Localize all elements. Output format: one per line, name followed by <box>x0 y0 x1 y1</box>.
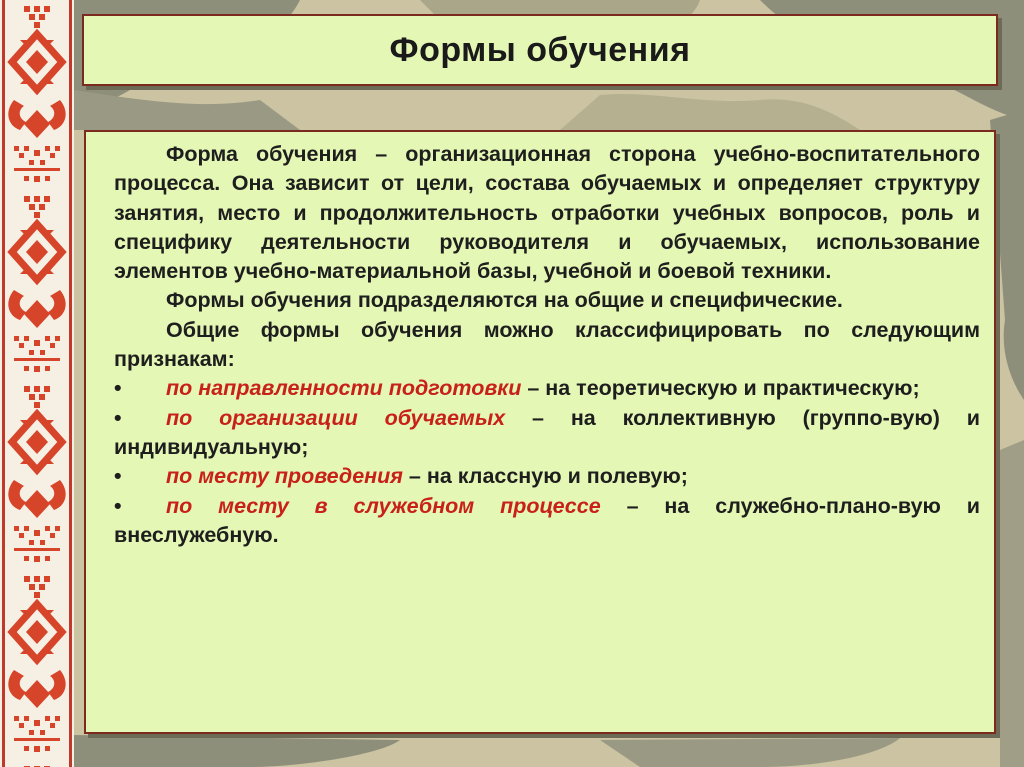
title-panel <box>82 14 998 86</box>
criterion-highlight: по направленности подготовки <box>166 376 522 401</box>
criterion-highlight: по месту в служебном процессе <box>166 493 601 518</box>
bullet-icon: • <box>114 376 122 401</box>
list-item <box>114 404 980 463</box>
ornament-band <box>0 0 74 767</box>
criterion-text: – на теоретическую и практическую; <box>521 376 920 401</box>
page-title: Формы обучения <box>389 30 691 69</box>
definition-paragraph: Форма обучения – организационная сторона учебно-воспитательного процесса. Она зависит от цели, состава обучаемых и определяет структуру занятия, место и продолжительность отработки учебных вопросов, роль и специфику деятельности руководителя и обучаемых, использование элементов учебно-материальной базы, учебной и боевой техники. <box>114 142 980 284</box>
criterion-text: – на служебно-плано-вую и внеслужебную. <box>114 493 980 547</box>
bullet-icon: • <box>114 405 122 430</box>
list-item <box>114 492 980 551</box>
division-paragraph: Формы обучения подразделяются на общие и специфические. <box>166 288 843 313</box>
bullet-icon: • <box>114 493 122 518</box>
criterion-highlight: по месту проведения <box>166 464 403 489</box>
list-item <box>114 462 980 491</box>
classification-paragraph: Общие формы обучения можно классифицировать по следующим признакам: <box>114 317 980 372</box>
list-item <box>114 374 980 403</box>
criterion-text: – на классную и полевую; <box>402 464 688 489</box>
ornament-pattern <box>0 0 74 767</box>
criterion-highlight: по организации обучаемых <box>166 405 506 430</box>
content-panel <box>84 130 996 734</box>
criterion-text: – на коллективную (группо-вую) и индивидуальную; <box>114 405 980 459</box>
bullet-icon: • <box>114 464 122 489</box>
